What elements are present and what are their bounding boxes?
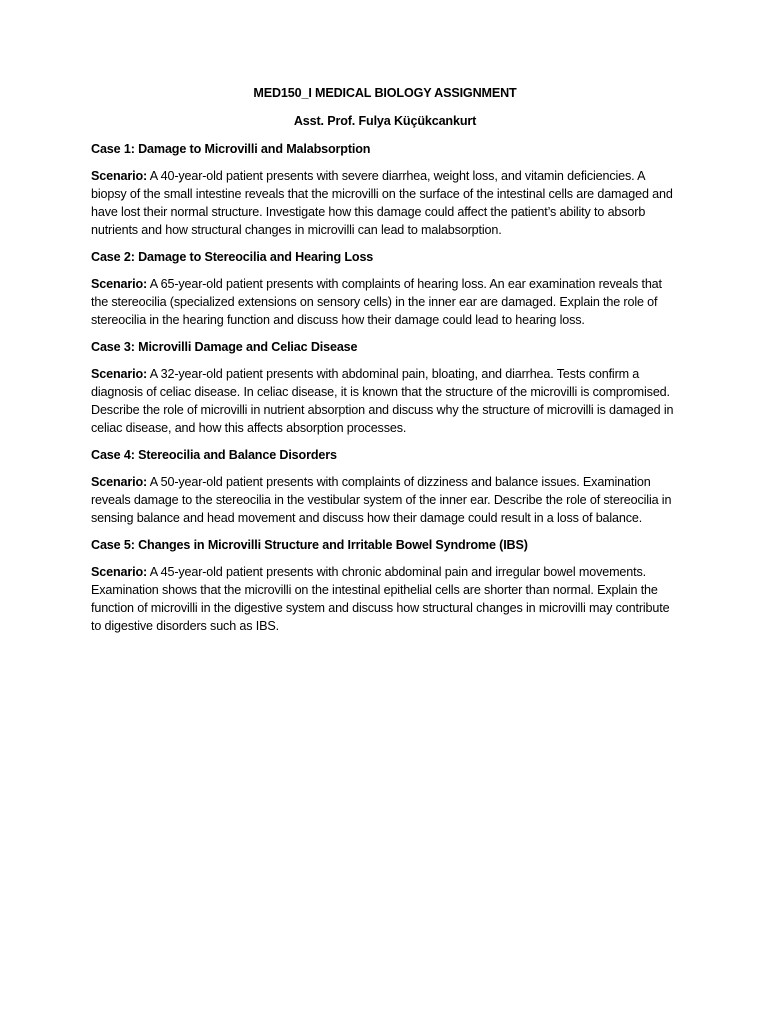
document-body <box>91 84 679 644</box>
document-author: Asst. Prof. Fulya Küçükcankurt <box>293 114 477 128</box>
case-section-3 <box>91 338 679 437</box>
case-scenario <box>91 167 679 239</box>
case-section-4 <box>91 446 679 527</box>
case-scenario <box>91 473 679 527</box>
case-scenario <box>91 275 679 329</box>
scenario-label: Scenario: <box>91 565 148 579</box>
case-heading: Case 4: Stereocilia and Balance Disorders <box>91 448 337 462</box>
case-section-2 <box>91 248 679 329</box>
scenario-label: Scenario: <box>91 277 148 291</box>
case-scenario <box>91 563 679 635</box>
case-section-5 <box>91 536 679 635</box>
scenario-text: A 40-year-old patient presents with severe diarrhea, weight loss, and vitamin deficiencies. A biopsy of the small intestine reveals that the microvilli on the surface of the intestinal cells are damaged and have lost their normal structure. Investigate how this damage could affect the patient’s ability to absorb nutrients and how structural changes in microvilli can lead to malabsorption. <box>91 169 673 237</box>
case-scenario <box>91 365 679 437</box>
scenario-text: A 32-year-old patient presents with abdominal pain, bloating, and diarrhea. Tests confirm a diagnosis of celiac disease. In celiac disease, it is known that the structure of the microvilli is compromised. Describe the role of microvilli in nutrient absorption and discuss why the structure of microvilli is damaged in celiac disease, and how this affects absorption processes. <box>91 367 674 435</box>
scenario-label: Scenario: <box>91 367 148 381</box>
case-heading: Case 2: Damage to Stereocilia and Hearing Loss <box>91 250 374 264</box>
case-section-1 <box>91 140 679 239</box>
scenario-label: Scenario: <box>91 169 148 183</box>
case-heading: Case 5: Changes in Microvilli Structure and Irritable Bowel Syndrome (IBS) <box>91 538 528 552</box>
case-heading: Case 3: Microvilli Damage and Celiac Disease <box>91 340 358 354</box>
scenario-text: A 50-year-old patient presents with complaints of dizziness and balance issues. Examination reveals damage to the stereocilia in the vestibular system of the inner ear. Describe the role of stereocilia in sensing balance and head movement and discuss how their damage could result in a loss of balance. <box>91 475 672 525</box>
document-title: MED150_I MEDICAL BIOLOGY ASSIGNMENT <box>253 86 517 100</box>
scenario-label: Scenario: <box>91 475 148 489</box>
scenario-text: A 65-year-old patient presents with complaints of hearing loss. An ear examination reveals that the stereocilia (specialized extensions on sensory cells) in the inner ear are damaged. Explain the role of stereocilia in the hearing function and discuss how their damage could lead to hearing loss. <box>91 277 662 327</box>
scenario-text: A 45-year-old patient presents with chronic abdominal pain and irregular bowel movements. Examination shows that the microvilli on the intestinal epithelial cells are shorter than normal. Explain the function of microvilli in the digestive system and discuss how structural changes in microvilli may contribute to digestive disorders such as IBS. <box>91 565 670 633</box>
case-heading: Case 1: Damage to Microvilli and Malabsorption <box>91 142 371 156</box>
